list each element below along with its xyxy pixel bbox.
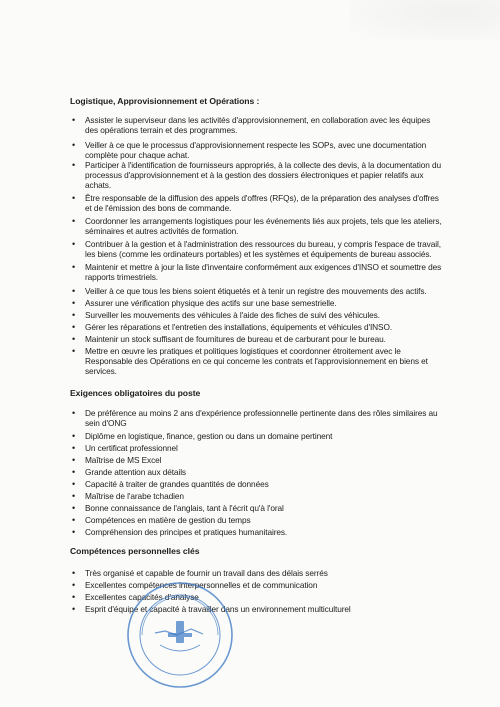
bullet: • <box>72 455 76 465</box>
bullet: • <box>72 140 76 150</box>
bullet: • <box>72 286 76 296</box>
list-item: Maîtrise de MS Excel <box>85 455 162 465</box>
section-heading-exigences: Exigences obligatoires du poste <box>70 388 201 398</box>
bullet: • <box>72 216 76 226</box>
bullet: • <box>72 479 76 489</box>
list-item: Veiller à ce que tous les biens soient étiquetés et à tenir un registre des mouvements des actifs. <box>85 286 427 296</box>
bullet: • <box>72 334 76 344</box>
bullet: • <box>72 604 76 614</box>
list-item: Gérer les réparations et l'entretien des installations, équipements et véhicules d'INSO. <box>85 322 393 332</box>
list-item: Très organisé et capable de fournir un travail dans des délais serrés <box>85 568 328 578</box>
bullet: • <box>72 239 76 249</box>
section-heading-logistique: Logistique, Approvisionnement et Opérations : <box>70 96 260 106</box>
list-item: Diplôme en logistique, finance, gestion ou dans un domaine pertinent <box>85 431 333 441</box>
bullet: • <box>72 262 76 272</box>
list-item: Un certificat professionnel <box>85 443 178 453</box>
bullet: • <box>72 431 76 441</box>
bullet: • <box>72 503 76 513</box>
list-item: Surveiller les mouvements des véhicules à l'aide des fiches de suivi des véhicules. <box>85 310 380 320</box>
bullet: • <box>72 408 76 418</box>
list-item: Être responsable de la diffusion des appels d'offres (RFQs), de la préparation des analyses d'offres et de l'émission des bons de commande. <box>85 193 439 214</box>
list-item: Compétences en matière de gestion du temps <box>85 515 251 525</box>
bullet: • <box>72 592 76 602</box>
bullet: • <box>72 568 76 578</box>
bullet: • <box>72 193 76 203</box>
list-item: Grande attention aux détails <box>85 467 186 477</box>
bullet: • <box>72 310 76 320</box>
list-item: Excellentes compétences interpersonnelles et de communication <box>85 580 318 590</box>
bullet: • <box>72 580 76 590</box>
bullet: • <box>72 491 76 501</box>
list-item: Maîtrise de l'arabe tchadien <box>85 491 184 501</box>
bullet: • <box>72 467 76 477</box>
bullet: • <box>72 527 76 537</box>
list-item: Mettre en œuvre les pratiques et politiques logistiques et coordonner étroitement avec le Responsable des Opérations en ce qui concerne les contrats et l'approvisionnement en biens et services. <box>85 346 428 377</box>
list-item: Capacité à traiter de grandes quantités de données <box>85 479 269 489</box>
list-item: Esprit d'équipe et capacité à travailler dans un environnement multiculturel <box>85 604 351 614</box>
bullet: • <box>72 298 76 308</box>
list-item: Veiller à ce que le processus d'approvisionnement respecte les SOPs, avec une documentation complète pour chaque achat. <box>85 140 427 161</box>
scan-shadow <box>350 0 500 40</box>
bullet: • <box>72 115 76 125</box>
bullet: • <box>72 322 76 332</box>
section-heading-competences: Compétences personnelles clés <box>70 546 200 556</box>
list-item: Excellentes capacités d'analyse <box>85 592 199 602</box>
list-item: Maintenir et mettre à jour la liste d'inventaire conformément aux exigences d'INSO et soumettre des rapports trimestriels. <box>85 262 442 283</box>
list-item: Assurer une vérification physique des actifs sur une base semestrielle. <box>85 298 337 308</box>
list-item: Coordonner les arrangements logistiques pour les événements liés aux projets, tels que les ateliers, séminaires et autres activités de formation. <box>85 216 442 237</box>
bullet: • <box>72 160 76 170</box>
list-item: Maintenir un stock suffisant de fournitures de bureau et de carburant pour le bureau. <box>85 334 386 344</box>
list-item: Bonne connaissance de l'anglais, tant à l'écrit qu'à l'oral <box>85 503 284 513</box>
bullet: • <box>72 346 76 356</box>
official-stamp <box>120 575 240 695</box>
bullet: • <box>72 515 76 525</box>
bullet: • <box>72 443 76 453</box>
list-item: Contribuer à la gestion et à l'administration des ressources du bureau, y compris l'espace de travail, les biens (comme les ordinateurs portables) et les systèmes et équipements de bureau associés. <box>85 239 441 260</box>
list-item: De préférence au moins 2 ans d'expérience professionnelle pertinente dans des rôles similaires au sein d'ONG <box>85 408 438 429</box>
list-item: Assister le superviseur dans les activités d'approvisionnement, en collaboration avec les équipes des opérations terrain et des programmes. <box>85 115 431 136</box>
list-item: Participer à l'identification de fournisseurs appropriés, à la collecte des devis, à la documentation du processus d'approvisionnement et à la gestion des dossiers électroniques et papier relatifs aux achats. <box>85 160 441 191</box>
list-item: Compréhension des principes et pratiques humanitaires. <box>85 527 288 537</box>
